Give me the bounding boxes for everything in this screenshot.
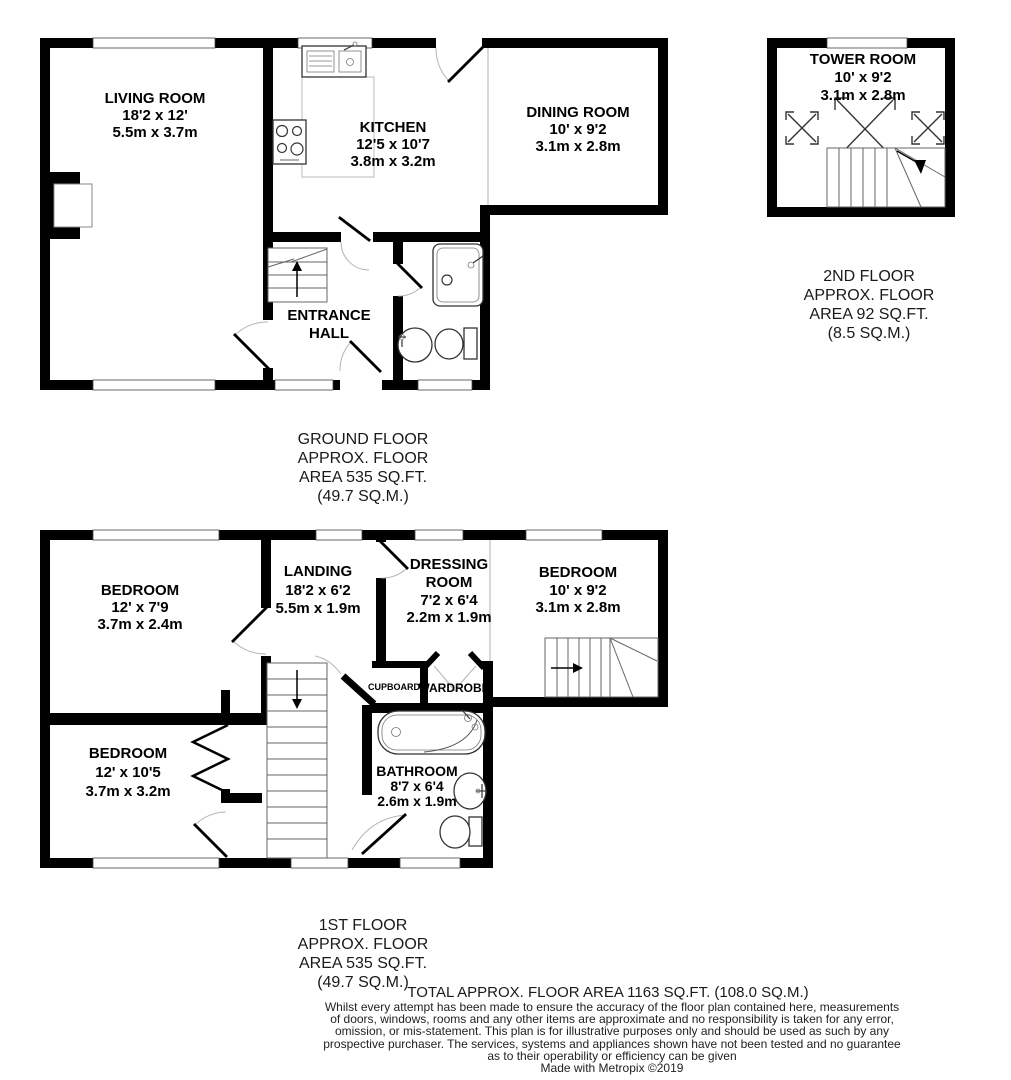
metropix-credit: Made with Metropix ©2019 <box>540 1061 684 1075</box>
bedroom-back-size-imperial: 12' x 10'5 <box>95 764 161 781</box>
tower-room-name: TOWER ROOM <box>809 51 917 68</box>
bathroom-size-metric: 2.6m x 1.9m <box>377 793 457 809</box>
shower-icon <box>433 244 483 306</box>
bathroom-name: BATHROOM <box>376 763 458 779</box>
dressing-room-line1: DRESSING <box>409 556 489 573</box>
second-floor-plan <box>767 38 955 342</box>
second-area-line3: AREA 92 SQ.FT. <box>809 306 929 323</box>
room-labels <box>105 90 630 342</box>
total-floor-area: TOTAL APPROX. FLOOR AREA 1163 SQ.FT. (108.0 SQ.M.) <box>407 984 809 1001</box>
bedroom-right-size-imperial: 10' x 9'2 <box>549 582 607 599</box>
dining-room-size-metric: 3.1m x 2.8m <box>535 138 621 155</box>
ground-area-line2: APPROX. FLOOR <box>297 450 429 467</box>
dressing-room-line2: ROOM <box>425 574 473 591</box>
stairs-down-icon <box>267 663 327 858</box>
ground-floor-area-label <box>298 431 429 505</box>
wc-toilet-icon <box>435 328 477 359</box>
wc-sink-icon <box>398 328 432 362</box>
bedroom-right-size-metric: 3.1m x 2.8m <box>535 599 621 616</box>
tower-room-size-metric: 3.1m x 2.8m <box>820 87 906 104</box>
first-floor-area-label <box>298 917 429 991</box>
dining-room-name: DINING ROOM <box>526 104 630 121</box>
bathroom-sink-icon <box>454 773 486 809</box>
living-room-size-metric: 5.5m x 3.7m <box>112 124 198 141</box>
kitchen-size-imperial: 12'5 x 10'7 <box>356 136 430 153</box>
bedroom-back-size-metric: 3.7m x 3.2m <box>85 783 171 800</box>
fireplace-icon <box>40 172 92 239</box>
entrance-hall-line2: HALL <box>309 325 349 342</box>
bathroom-toilet-icon <box>440 816 482 848</box>
first-area-line3: AREA 535 SQ.FT. <box>298 955 428 972</box>
living-room-size-imperial: 18'2 x 12' <box>122 107 188 124</box>
disclaimer-line2: of doors, windows, rooms and any other items are approximate and no responsibility is taken for any error, <box>330 1012 894 1026</box>
tower-window <box>827 38 907 48</box>
tower-stairs-up-icon <box>545 638 658 697</box>
ground-area-line1: GROUND FLOOR <box>297 431 429 448</box>
bedroom-front-size-metric: 3.7m x 2.4m <box>97 616 183 633</box>
ground-area-line4: (49.7 SQ.M.) <box>317 488 409 505</box>
tower-room-size-imperial: 10' x 9'2 <box>834 69 892 86</box>
second-area-line4: (8.5 SQ.M.) <box>827 325 911 342</box>
ground-area-line3: AREA 535 SQ.FT. <box>298 469 428 486</box>
wardrobe-label: WARDROBE <box>418 681 490 695</box>
room-labels <box>810 51 916 104</box>
first-area-line4: (49.7 SQ.M.) <box>317 974 409 991</box>
dining-room-size-imperial: 10' x 9'2 <box>549 121 607 138</box>
hob-icon <box>273 120 306 164</box>
disclaimer-line4: prospective purchaser. The services, systems and appliances shown have not been tested and no guarantee <box>323 1037 901 1051</box>
second-area-line1: 2ND FLOOR <box>823 268 915 285</box>
disclaimer-line5: as to their operability or efficiency can be given <box>487 1049 737 1063</box>
kitchen-name: KITCHEN <box>359 119 427 136</box>
entrance-hall-line1: ENTRANCE <box>287 307 371 324</box>
bedroom-right-name: BEDROOM <box>538 564 618 581</box>
landing-size-imperial: 18'2 x 6'2 <box>285 582 351 599</box>
roof-window-icon <box>786 112 818 144</box>
first-area-line2: APPROX. FLOOR <box>297 936 429 953</box>
bifold-doors-icon <box>193 725 228 793</box>
bathroom-size-imperial: 8'7 x 6'4 <box>390 778 444 794</box>
first-floor-plan <box>40 530 668 991</box>
bedroom-front-size-imperial: 12' x 7'9 <box>111 599 169 616</box>
living-room-name: LIVING ROOM <box>104 90 206 107</box>
disclaimer-line1: Whilst every attempt has been made to ensure the accuracy of the floor plan contained here, measurements <box>324 1000 900 1014</box>
second-floor-area-label <box>804 268 935 342</box>
kitchen-size-metric: 3.8m x 3.2m <box>350 153 436 170</box>
ground-floor-plan <box>40 38 668 505</box>
kitchen-sink-icon <box>302 42 366 77</box>
bedroom-front-name: BEDROOM <box>100 582 180 599</box>
dressing-room-size-imperial: 7'2 x 6'4 <box>420 592 478 609</box>
tower-stairs-icon <box>827 148 945 207</box>
bath-icon <box>378 710 485 754</box>
landing-name: LANDING <box>283 563 353 580</box>
disclaimer-line3: omission, or mis-statement. This plan is for illustrative purposes only and should be used as such by any <box>334 1024 890 1038</box>
roof-window-icon <box>912 112 944 144</box>
cupboard-label: CUPBOARD <box>367 682 421 692</box>
first-area-line1: 1ST FLOOR <box>318 917 408 934</box>
second-area-line2: APPROX. FLOOR <box>803 287 935 304</box>
dressing-room-size-metric: 2.2m x 1.9m <box>406 609 492 626</box>
landing-size-metric: 5.5m x 1.9m <box>275 600 361 617</box>
stairs-up-icon <box>268 248 327 302</box>
bedroom-back-name: BEDROOM <box>88 745 168 762</box>
footer <box>323 984 901 1075</box>
